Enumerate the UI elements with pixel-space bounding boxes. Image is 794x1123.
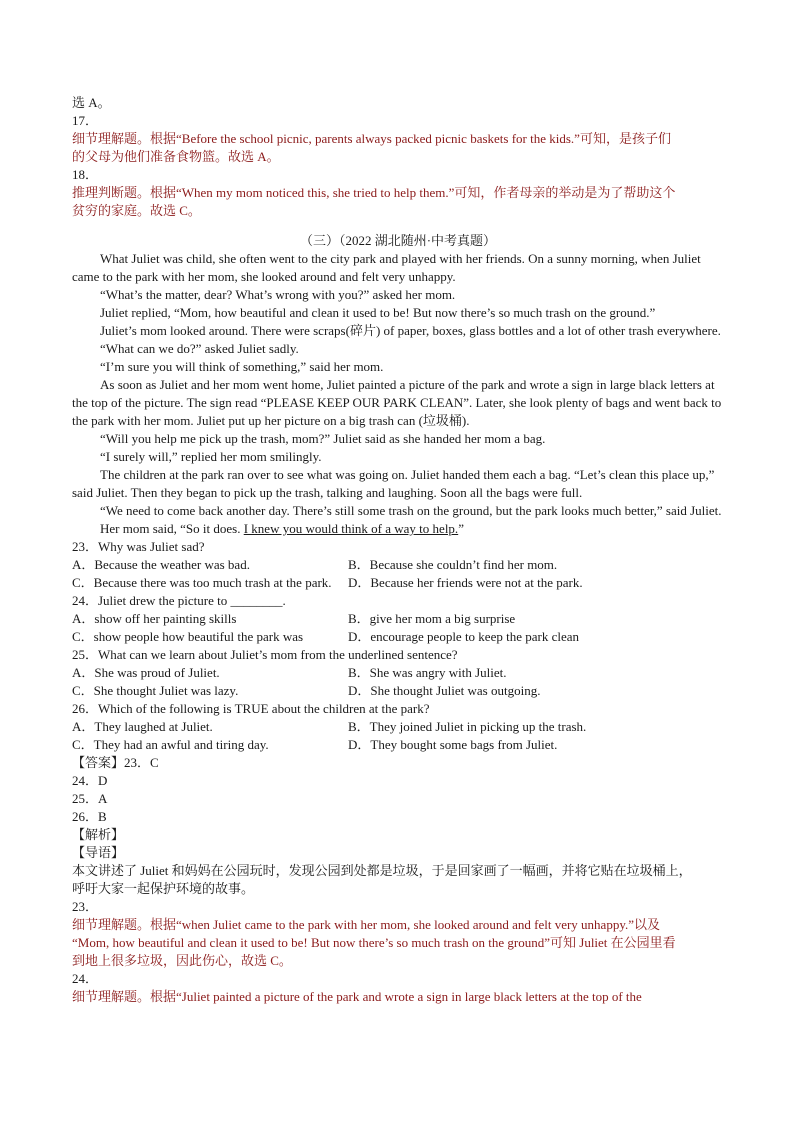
question-number: 23．	[72, 899, 99, 914]
last-para-suffix: ”	[458, 521, 464, 536]
passage-paragraph: “Will you help me pick up the trash, mom?” Juliet said as she handed her mom a bag.	[100, 431, 546, 446]
last-para-prefix: Her mom said, “So it does.	[100, 521, 244, 536]
answer-item: 24．D	[72, 773, 108, 788]
option-a: A．show off her painting skills	[72, 611, 237, 626]
question-stem: 25．What can we learn about Juliet’s mom from the underlined sentence?	[72, 647, 458, 662]
option-a: A．They laughed at Juliet.	[72, 719, 213, 734]
passage-paragraph-last	[72, 520, 724, 538]
page-content	[72, 94, 724, 1006]
analysis-label: 【解析】	[72, 827, 125, 842]
explanation-line: “Mom, how beautiful and clean it used to be! But now there’s so much trash on the ground”可知 Juliet 在公园里看	[72, 935, 676, 950]
passage-paragraph: “I’m sure you will think of something,” said her mom.	[100, 359, 384, 374]
question-stem: 23．Why was Juliet sad?	[72, 539, 205, 554]
option-row	[72, 736, 724, 754]
option-d: D．They bought some bags from Juliet.	[348, 737, 558, 752]
option-b: B．They joined Juliet in picking up the trash.	[348, 719, 587, 734]
answer-line: 选 A。	[72, 95, 111, 110]
option-c: C．show people how beautiful the park was	[72, 629, 304, 644]
section-title: （三）（2022 湖北随州·中考真题）	[299, 233, 497, 248]
passage-paragraph: Juliet’s mom looked around. There were scraps(碎片) of paper, boxes, glass bottles and a lot of other trash everywhere.	[100, 323, 721, 338]
underlined-sentence: I knew you would think of a way to help.	[243, 521, 459, 536]
option-a: A．Because the weather was bad.	[72, 557, 250, 572]
explanation-line: 细节理解题。根据“Juliet painted a picture of the park and wrote a sign in large black letters at the top of the	[72, 989, 642, 1004]
option-b: B．She was angry with Juliet.	[348, 665, 507, 680]
passage-paragraph: “What’s the matter, dear? What’s wrong with you?” asked her mom.	[100, 287, 456, 302]
question-stem: 26．Which of the following is TRUE about the children at the park?	[72, 701, 430, 716]
explanation-line: 贫穷的家庭。故选 C。	[72, 203, 201, 218]
option-d: D．Because her friends were not at the park.	[348, 575, 583, 590]
option-row	[72, 556, 724, 574]
question-number: 17．	[72, 113, 99, 128]
option-d: D．She thought Juliet was outgoing.	[348, 683, 541, 698]
option-row	[72, 574, 724, 592]
passage-paragraph: As soon as Juliet and her mom went home, Juliet painted a picture of the park and wrote a sign in large black letters at the top of the picture. The sign read “PLEASE KEEP OUR PARK CLEAN”. Later, she look plenty of bags and went back to the park with her mom. Juliet put up her picture on a big trash can (垃圾桶).	[72, 377, 722, 428]
passage-paragraph: “I surely will,” replied her mom smilingly.	[100, 449, 322, 464]
option-row	[72, 610, 724, 628]
passage-paragraph: The children at the park ran over to see what was going on. Juliet handed them each a bag. “Let’s clean this place up,” said Juliet. Then they began to pick up the trash, talking and laughing. Soon all the bags were full.	[72, 467, 715, 500]
option-d: D．encourage people to keep the park clean	[348, 629, 580, 644]
explanation-line: 到地上很多垃圾，因此伤心，故选 C。	[72, 953, 292, 968]
option-b: B．give her mom a big surprise	[348, 611, 516, 626]
option-row	[72, 664, 724, 682]
option-row	[72, 628, 724, 646]
option-c: C．They had an awful and tiring day.	[72, 737, 269, 752]
passage-paragraph: Juliet replied, “Mom, how beautiful and clean it used to be! But now there’s so much trash on the ground.”	[100, 305, 656, 320]
option-c: C．Because there was too much trash at the park.	[72, 575, 332, 590]
explanation-line: 细节理解题。根据“Before the school picnic, parents always packed picnic baskets for the kids.”可知，是孩子们	[72, 131, 671, 146]
explanation-line: 细节理解题。根据“when Juliet came to the park with her mom, she looked around and felt very unhappy.”以及	[72, 917, 660, 932]
guide-label: 【导语】	[72, 845, 125, 860]
option-a: A．She was proud of Juliet.	[72, 665, 220, 680]
explanation-line: 的父母为他们准备食物篮。故选 A。	[72, 149, 280, 164]
answer-item: 26．B	[72, 809, 107, 824]
summary-line: 本文讲述了 Juliet 和妈妈在公园玩时，发现公园到处都是垃圾，于是回家画了一幅画，并将它贴在垃圾桶上，	[72, 863, 692, 878]
summary-line: 呼吁大家一起保护环境的故事。	[72, 881, 255, 896]
passage-paragraph: “We need to come back another day. There’s still some trash on the ground, but the park looks much better,” said Juliet.	[100, 503, 722, 518]
option-c: C．She thought Juliet was lazy.	[72, 683, 239, 698]
question-number: 24．	[72, 971, 99, 986]
option-row	[72, 718, 724, 736]
option-row	[72, 682, 724, 700]
explanation-line: 推理判断题。根据“When my mom noticed this, she tried to help them.”可知，作者母亲的举动是为了帮助这个	[72, 185, 676, 200]
answer-label: 【答案】23．C	[72, 755, 159, 770]
passage-paragraph: “What can we do?” asked Juliet sadly.	[100, 341, 299, 356]
answer-item: 25．A	[72, 791, 108, 806]
option-b: B．Because she couldn’t find her mom.	[348, 557, 558, 572]
passage-paragraph: What Juliet was child, she often went to the city park and played with her friends. On a sunny morning, when Juliet came to the park with her mom, she looked around and felt very unhappy.	[72, 251, 701, 284]
question-number: 18．	[72, 167, 99, 182]
question-stem: 24．Juliet drew the picture to ________.	[72, 593, 286, 608]
